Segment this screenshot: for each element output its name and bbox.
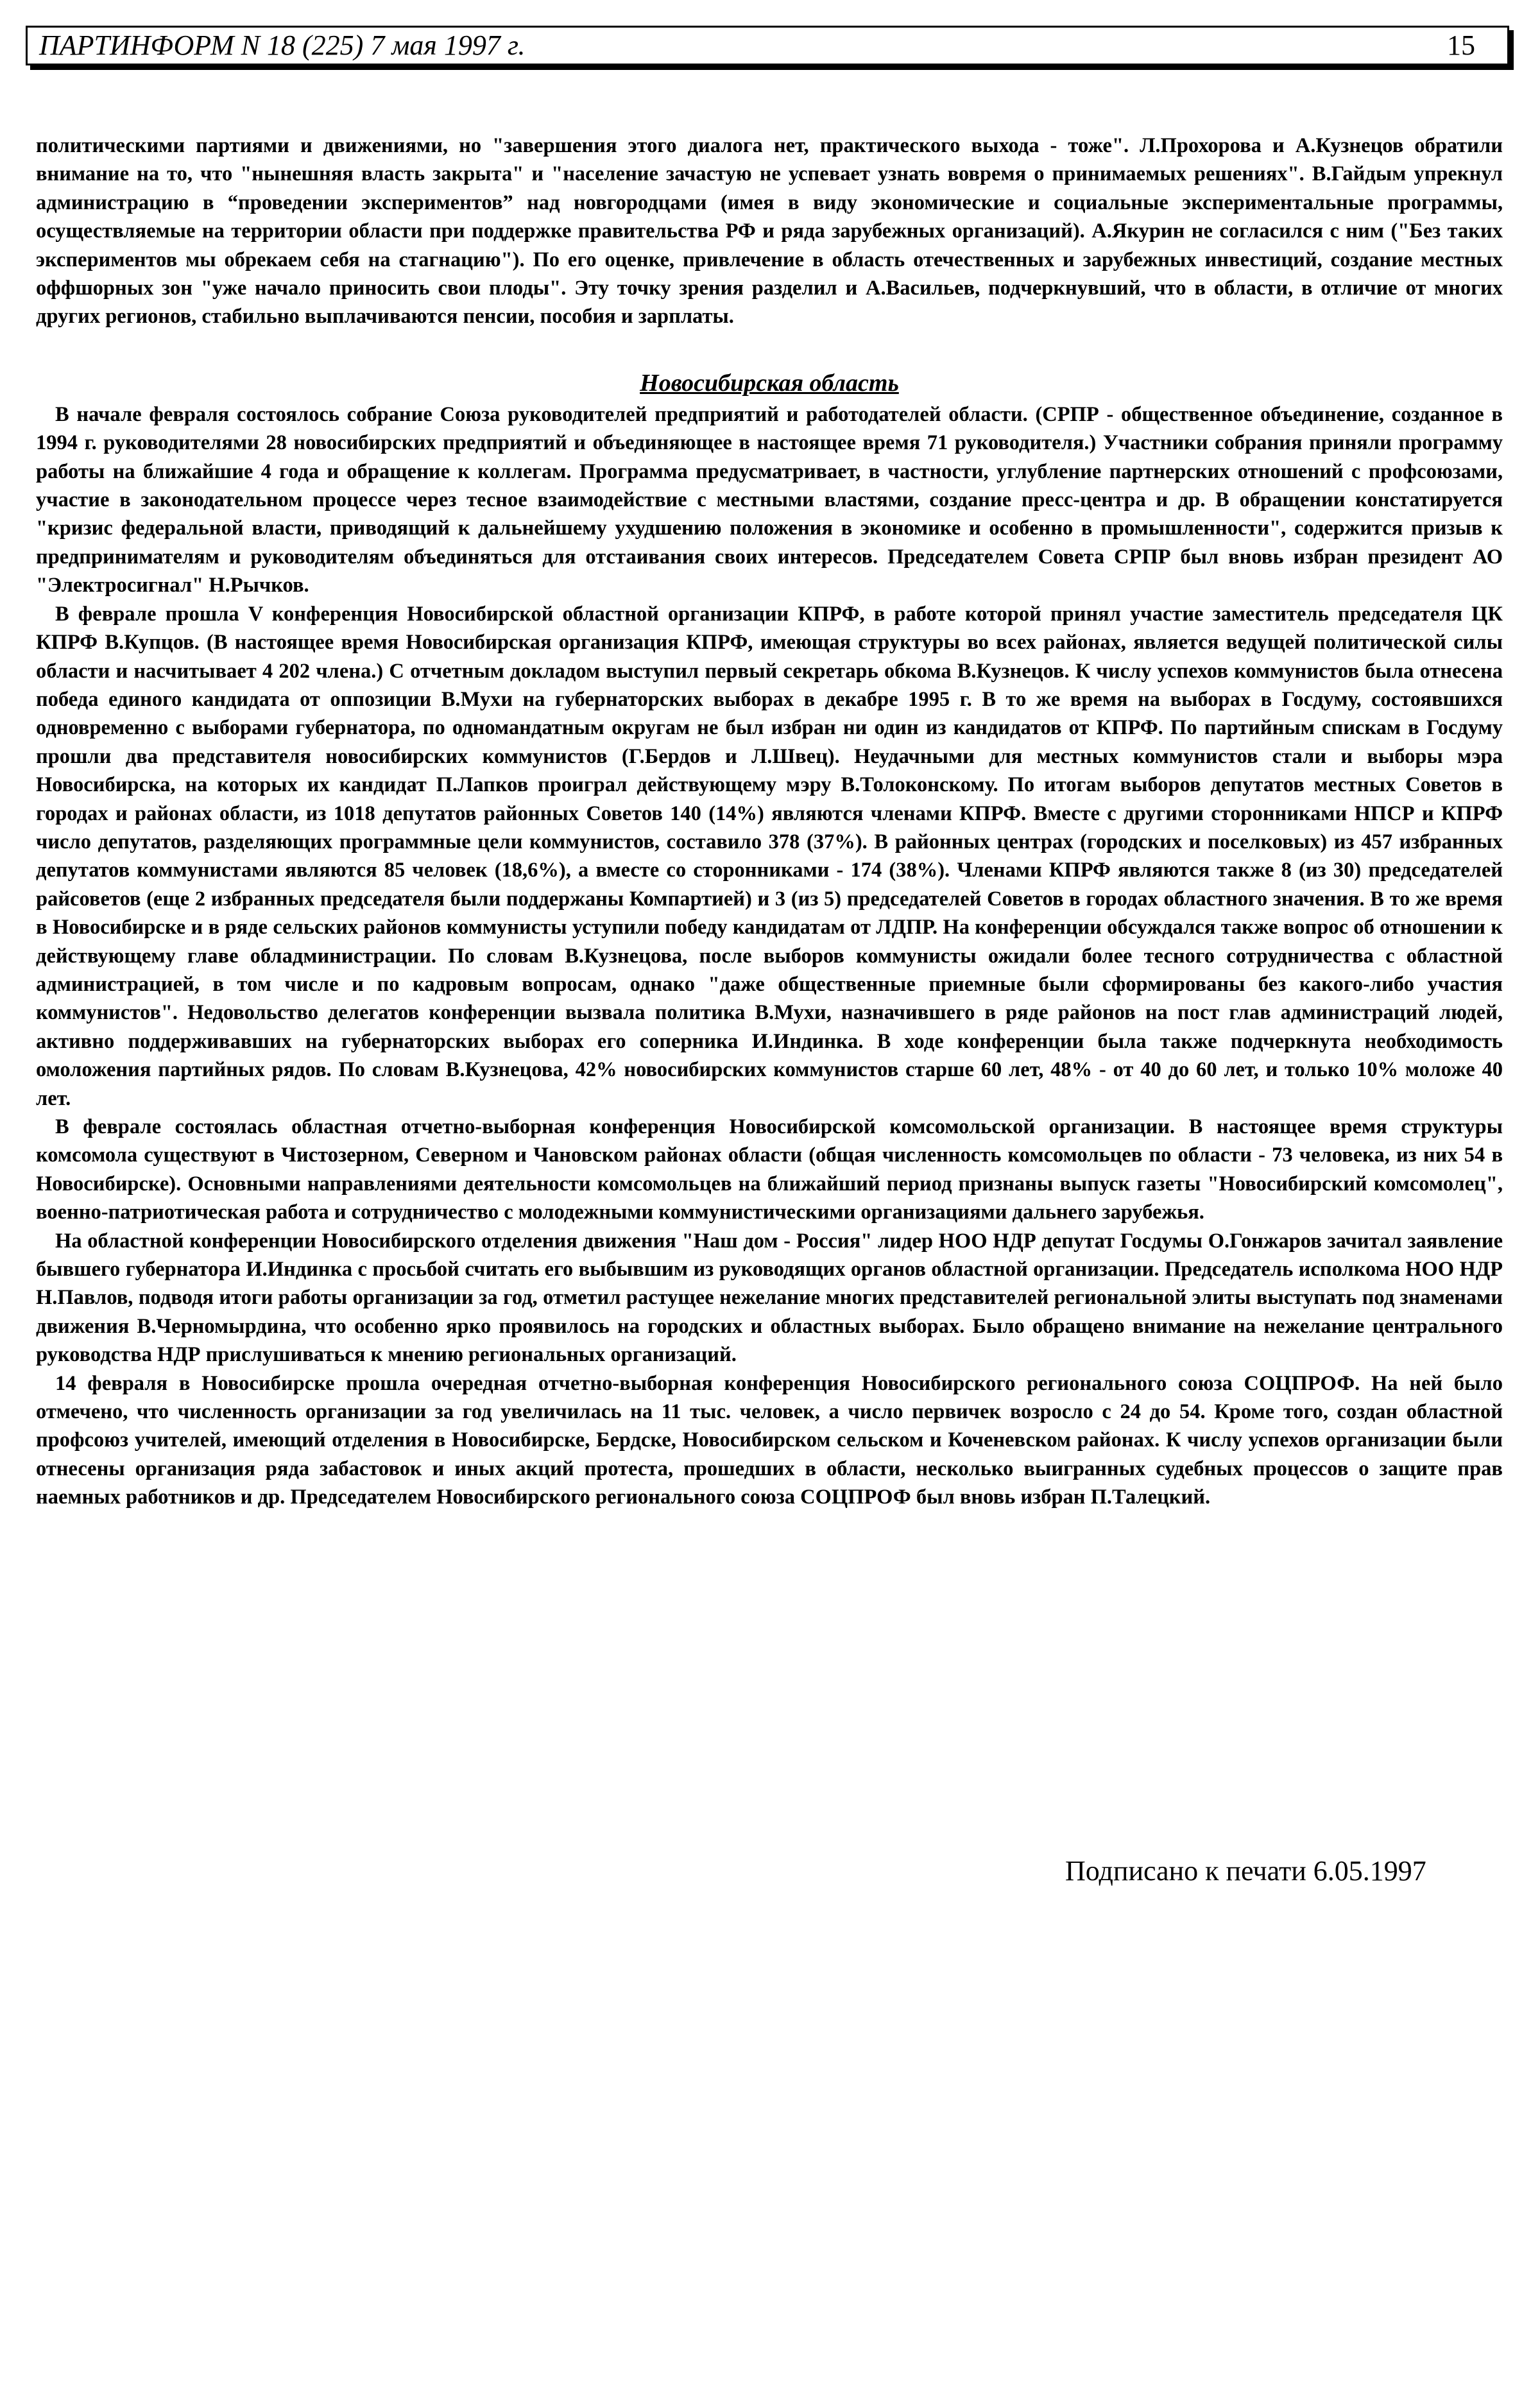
paragraph: 14 февраля в Новосибирске прошла очередная отчетно-выборная конференция Новосибирского регионального союза СОЦПРОФ. На ней было отмечено, что численность организации за год увеличилась на 11 тыс. человек, а число первичек возросло с 24 до 54. Кроме того, создан областной профсоюз учителей, имеющий отделения в Новосибирске, Бердске, Новосибирском сельском и Коченевском районах. К числу успехов организации были отнесены организация ряда забастовок и иных акций протеста, прошедших в области, несколько выигранных судебных процессов о защите прав наемных работников и др. Председателем Новосибирского регионального союза СОЦПРОФ был вновь избран П.Талецкий.: [36, 1371, 1503, 1509]
paragraph: В начале февраля состоялось собрание Союза руководителей предприятий и работодателей области. (СРПР - общественное объединение, созданное в 1994 г. руководителями 28 новосибирских предприятий и объединяющее в настоящее время 71 руководителя.) Участники собрания приняли программу работы на ближайшие 4 года и обращение к коллегам. Программа предусматривает, в частности, углубление партнерских отношений с профсоюзами, участие в законодательном процессе через тесное взаимодействие с местными властями, создание пресс-центра и др. В обращении констатируется "кризис федеральной власти, приводящий к дальнейшему ухудшению положения в экономике и особенно в промышленности", содержится призыв к предпринимателям и руководителям объединяться для отстаивания своих интересов. Председателем Совета СРПР был вновь избран президент АО "Электросигнал" Н.Рычков.: [36, 402, 1503, 597]
paragraph: В феврале прошла V конференция Новосибирской областной организации КПРФ, в работе которой принял участие заместитель председателя ЦК КПРФ В.Купцов. (В настоящее время Новосибирская организация КПРФ, имеющая структуры во всех районах, является ведущей политической силы области и насчитывает 4 202 члена.) С отчетным докладом выступил первый секретарь обкома В.Кузнецов. К числу успехов коммунистов была отнесена победа единого кандидата от оппозиции В.Мухи на губернаторских выборах в декабре 1995 г. В то же время на выборах в Госдуму, состоявшихся одновременно с выборами губернатора, по одномандатным округам не был избран ни один из кандидатов от КПРФ. По партийным спискам в Госдуму прошли два представителя новосибирских коммунистов (Г.Бердов и Л.Швец). Неудачными для местных коммунистов стали и выборы мэра Новосибирска, на которых их кандидат П.Лапков проиграл действующему мэру В.Толоконскому. По итогам выборов депутатов местных Советов в городах и районах области, из 1018 депутатов районных Советов 140 (14%) являются членами КПРФ. Вместе с другими сторонниками НПСР и КПРФ число депутатов, разделяющих программные цели коммунистов, составило 378 (37%). В районных центрах (городских и поселковых) из 457 избранных депутатов коммунистами являются 85 человек (18,6%), а вместе со сторонниками - 174 (38%). Членами КПРФ являются также 8 (из 30) председателей райсоветов (еще 2 избранных председателя были поддержаны Компартией) и 3 (из 5) председателей Советов в городах областного значения. В то же время в Новосибирске и в ряде сельских районов коммунисты уступили победу кандидатам от ЛДПР. На конференции обсуждался также вопрос об отношении к действующему главе обладминистрации. По словам В.Кузнецова, после выборов коммунисты ожидали более тесного сотрудничества с областной администрацией, в том числе и по кадровым вопросам, однако "даже общественные приемные были сформированы без какого-либо участия коммунистов". Недовольство делегатов конференции вызвала политика В.Мухи, назначившего в ряде районов на пост глав администраций людей, активно поддерживавших на губернаторских выборах его соперника И.Индинка. В ходе конференции была также подчеркнута необходимость омоложения партийных рядов. По словам В.Кузнецова, 42% новосибирских коммунистов старше 60 лет, 48% - от 40 до 60 лет, и только 10% моложе 40 лет.: [36, 602, 1503, 1110]
section-heading: Новосибирская область: [640, 369, 899, 397]
article-body: [36, 132, 1503, 1512]
paragraph: На областной конференции Новосибирского отделения движения "Наш дом - Россия" лидер НОО НДР депутат Госдумы О.Гонжаров зачитал заявление бывшего губернатора И.Индинка с просьбой считать его выбывшим из руководящих органов областной организации. Председатель исполкома НОО НДР Н.Павлов, подводя итоги работы организации за год, отметил растущее нежелание многих представителей региональной элиты выступать под знаменами движения В.Черномырдина, что особенно ярко проявилось на городских и областных выборах. Было обращено внимание на нежелание центрального руководства НДР прислушиваться к мнению региональных организаций.: [36, 1229, 1503, 1367]
paragraph: В феврале состоялась областная отчетно-выборная конференция Новосибирской комсомольской организации. В настоящее время структуры комсомола существуют в Чистозерном, Северном и Чановском районах области (общая численность комсомольцев по области - 73 человека, из них 54 в Новосибирске). Основными направлениями деятельности комсомольцев на ближайший период признаны выпуск газеты "Новосибирский комсомолец", военно-патриотическая работа и сотрудничество с молодежными коммунистическими организациями дальнего зарубежья.: [36, 1115, 1503, 1224]
intro-paragraph: политическими партиями и движениями, но "завершения этого диалога нет, практического выхода - тоже". Л.Прохорова и А.Кузнецов обратили внимание на то, что "нынешняя власть закрыта" и "население зачастую не успевает узнать вовремя о принимаемых решениях". В.Гайдым упрекнул администрацию в “проведении экспериментов” над новгородцами (имея в виду экономические и социальные экспериментальные программы, осуществляемые на территории области при поддержке правительства РФ и ряда зарубежных организаций). А.Якурин не согласился с ним ("Без таких экспериментов мы обрекаем себя на стагнацию"). По его оценке, привлечение в область отечественных и зарубежных инвестиций, создание местных оффшорных зон "уже начало приносить свои плоды". Эту точку зрения разделил и А.Васильев, подчеркнувший, что в области, в отличие от многих других регионов, стабильно выплачиваются пенсии, пособия и зарплаты.: [36, 134, 1503, 329]
page-header: [26, 26, 1509, 65]
page-number: 15: [1447, 30, 1475, 61]
publication-title: ПАРТИНФОРМ N 18 (225) 7 мая 1997 г.: [39, 30, 526, 61]
print-signature: Подписано к печати 6.05.1997: [1065, 1855, 1426, 1887]
